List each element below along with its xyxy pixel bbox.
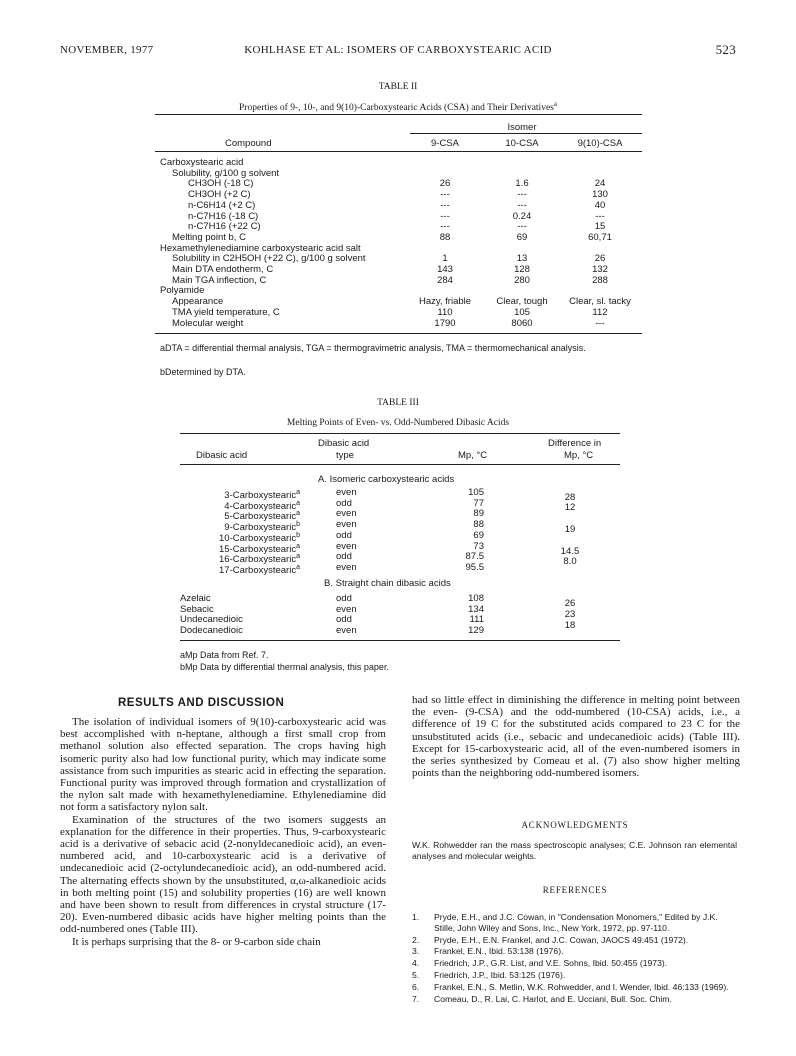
reference-number: 7.	[412, 993, 420, 1004]
table2-cell: Clear, tough	[496, 296, 548, 308]
reference-text: Friedrich, J.P., G.R. List, and V.E. Sohns, Ibid. 50:455 (1973).	[434, 958, 668, 969]
reference-text: Friedrich, J.P., Ibid. 53:125 (1976).	[434, 969, 566, 980]
table3-diff: 18	[564, 620, 576, 631]
table3-row-mp: 111	[469, 614, 484, 626]
table3-col-type-2: type	[336, 450, 354, 461]
table2-cell: ---	[517, 189, 527, 201]
results-paragraph-4: had so little effect in diminishing the difference in melting point between the even- (9-CSA) and the odd-numbered (10-CSA) acids, i.e., a difference of 19 C for the substituted acids compared to 23 C for the unsubstituted acids (i.e., sebacic and undecanedioic acids) (Table III). Except for 15-carboxystearic acid, all of the even-numbered isomers in the series synthesized by Comeau et al. (7) also show higher melting points than the neighboring odd-numbered isomers.	[412, 694, 740, 780]
table2-row-label: Solubility, g/100 g solvent	[172, 167, 280, 179]
running-title: KOHLHASE ET AL: ISOMERS OF CARBOXYSTEARIC ACID	[244, 44, 552, 56]
reference-item	[412, 994, 740, 1005]
results-paragraph-1: The isolation of individual isomers of 9(10)-carboxystearic acid was best accomplished with n-heptane, although a first small crop from methanol solution also effected separation. The crops having high isomeric purity also had low functional purity, which may indicate some assistance from such impurities as stearic acid in effecting the separation. Functional purity was improved through formation and crystallization of the nylon salt made with hexamethylenediamine. Ethylenediamine did not form a satisfactory nylon salt.	[60, 716, 386, 814]
table2-cell: 1	[442, 253, 448, 265]
table3-row-type: odd	[336, 614, 352, 626]
table3-row-type: even	[336, 519, 357, 531]
table3-row-mp: 77	[473, 497, 484, 509]
table3-section-b: B. Straight chain dibasic acids	[324, 578, 451, 589]
table3-row-mp: 129	[468, 625, 484, 637]
table2-cell: 284	[437, 274, 453, 286]
results-paragraph-3: It is perhaps surprising that the 8- or 9-carbon side chain	[72, 935, 321, 948]
table2-cell: 288	[592, 274, 608, 286]
table3-row-type: even	[336, 487, 357, 498]
table2-cell: 132	[592, 264, 608, 275]
running-date: NOVEMBER, 1977	[60, 44, 154, 56]
table3-col-type-1: Dibasic acid	[318, 438, 370, 449]
table3-row-acid: 9-Carboxystearic$^b$	[224, 521, 300, 534]
table2-cell: 110	[437, 306, 453, 318]
table2-cell: 0.24	[512, 210, 532, 222]
table3-diff: 19	[564, 524, 576, 535]
table2-row-label: Melting point b, C	[172, 231, 246, 243]
table3-row-acid: 10-Carboxystearic$^b$	[219, 531, 300, 544]
table2-caption: Properties of 9-, 10-, and 9(10)-Carboxystearic Acids (CSA) and Their Derivatives$^a$	[239, 100, 557, 114]
table2-cell: 280	[514, 274, 530, 286]
table3-footnote-a: aMp Data from Ref. 7.	[180, 650, 269, 660]
table3-row-mp: 108	[468, 593, 484, 604]
reference-item	[412, 912, 740, 934]
table3-rule-head	[180, 464, 620, 465]
reference-item	[412, 946, 740, 957]
table3-row-type: odd	[336, 593, 352, 604]
acknowledgments-text: W.K. Rohwedder ran the mass spectroscopic analyses; C.E. Johnson ran elemental analyses and molecular weights.	[412, 840, 737, 861]
table2-col-9csa: 9-CSA	[431, 138, 459, 149]
table3-row-type: even	[336, 603, 357, 615]
table3-col-mp: Mp, °C	[458, 450, 488, 461]
table2-row-label: Main TGA inflection, C	[172, 274, 267, 286]
reference-item	[412, 958, 740, 969]
table2-footnote-a: aDTA = differential thermal analysis, TGA = thermogravimetric analysis, TMA = thermomechanical analysis.	[160, 343, 586, 353]
reference-text: Frankel, E.N., S. Metlin, W.K. Rohwedder, and I. Wender, Ibid. 46:133 (1969).	[434, 981, 729, 992]
table3-row-type: even	[336, 561, 357, 573]
table3-section-a: A. Isomeric carboxystearic acids	[318, 474, 455, 485]
table2-row-label: n-C6H14 (+2 C)	[188, 199, 256, 211]
table3-row-type: even	[336, 625, 357, 637]
table3-diff: 28	[564, 492, 576, 503]
right-column	[412, 694, 740, 779]
table3-row-type: odd	[336, 497, 352, 509]
table2-row-label: CH3OH (+2 C)	[188, 189, 251, 201]
table2-cell: 1.6	[515, 178, 529, 190]
table2-row-label: Polyamide	[160, 285, 205, 297]
reference-text: Frankel, E.N., Ibid. 53:138 (1976).	[434, 946, 564, 957]
table2-cell: 26	[439, 178, 451, 190]
table3-diff: 23	[564, 609, 576, 620]
table2-cell: Clear, sl. tacky	[569, 296, 631, 308]
table2-row-label: CH3OH (-18 C)	[188, 178, 254, 190]
table2-row-label: n-C7H16 (+22 C)	[188, 221, 261, 233]
table3-diff: 12	[564, 502, 576, 513]
table2-rule-head	[155, 151, 642, 152]
table3-row-acid: 4-Carboxystearic$^a$	[224, 499, 300, 512]
reference-item	[412, 935, 740, 946]
table3-row-type: odd	[336, 529, 352, 541]
table2-cell: 60,71	[588, 231, 612, 243]
table3-col-diff-2: Mp, °C	[564, 450, 594, 461]
table3-row-acid: Undecanedioic	[180, 614, 243, 626]
table2-isomer-head: Isomer	[507, 122, 537, 133]
table2-cell: 26	[594, 253, 606, 265]
table3-row-acid: Sebacic	[180, 603, 214, 615]
table3-col-diff-1: Difference in	[548, 438, 602, 449]
table2-row-label: Appearance	[172, 296, 224, 308]
table3-row-mp: 88	[473, 519, 484, 531]
table3-row-type: even	[336, 508, 357, 520]
table2-row-label: n-C7H16 (-18 C)	[188, 210, 259, 222]
acknowledgments-heading: ACKNOWLEDGMENTS	[521, 820, 629, 830]
table2-row-label: Solubility in C2H5OH (+22 C), g/100 g solvent	[172, 253, 366, 265]
table2-cell: ---	[517, 221, 527, 233]
table3-row-mp: 134	[468, 603, 484, 615]
table3-diff: 26	[564, 598, 576, 609]
table2-cell: 13	[516, 253, 528, 265]
table2-col-910csa: 9(10)-CSA	[577, 138, 623, 149]
table2-cell: ---	[440, 210, 450, 222]
table2-cell: ---	[440, 221, 450, 233]
table2-cell: 8060	[511, 317, 533, 329]
left-column	[60, 716, 386, 948]
table3-row-acid: 3-Carboxystearic$^a$	[224, 489, 300, 502]
reference-item	[412, 982, 740, 993]
table2-col-compound: Compound	[225, 138, 272, 149]
table2-cell: 1790	[434, 317, 456, 329]
table3-footnote-b: bMp Data by differential thermal analysis, this paper.	[180, 662, 389, 672]
reference-number: 1.	[412, 912, 420, 922]
table3-row-acid: Dodecanedioic	[180, 625, 243, 637]
table3-label: TABLE III	[377, 398, 419, 408]
table2-cell: ---	[595, 317, 605, 329]
reference-text: Pryde, E.H., and J.C. Cowan, in "Condensation Monomers," Edited by J.K. Stille, John Wiley and Sons, Inc., New York, 1972, pp. 97-110.	[434, 912, 718, 933]
table2-row-label: Carboxystearic acid	[160, 157, 244, 168]
table3-row-acid: 15-Carboxystearic$^a$	[219, 542, 300, 555]
table3-row-acid: Azelaic	[180, 593, 211, 604]
table2-cell: Hazy, friable	[418, 296, 472, 308]
table2-footnote-b: bDetermined by DTA.	[160, 367, 246, 377]
reference-number: 5.	[412, 969, 420, 980]
table3-col-acid: Dibasic acid	[196, 450, 248, 461]
table3-row-mp: 95.5	[465, 561, 484, 573]
table3-row-acid: 17-Carboxystearic$^a$	[219, 563, 300, 577]
table3-row-mp: 87.5	[465, 551, 484, 563]
reference-text: Pryde, E.H., E.N. Frankel, and J.C. Cowan, JAOCS 49:451 (1972).	[434, 934, 689, 945]
table3-rule-bottom	[180, 640, 620, 641]
table2-cell: ---	[440, 199, 450, 211]
reference-text: Comeau, D., R. Lai, C. Harlot, and E. Ucciani, Bull. Soc. Chim.	[434, 993, 672, 1004]
table3-caption: Melting Points of Even- vs. Odd-Numbered Dibasic Acids	[286, 418, 510, 428]
table2-rule-bottom	[155, 333, 642, 334]
page-number: 523	[715, 42, 736, 57]
reference-item	[412, 970, 740, 981]
table3-row-mp: 73	[473, 540, 484, 552]
table2-row-label: Molecular weight	[172, 317, 244, 329]
table2-cell: ---	[595, 210, 605, 222]
section-heading-results: RESULTS AND DISCUSSION	[118, 697, 285, 709]
table2-isomer-rule	[410, 133, 642, 134]
table3-row-type: even	[336, 540, 357, 552]
reference-number: 6.	[412, 981, 420, 992]
table3-row-mp: 89	[473, 508, 484, 520]
table2-col-10csa: 10-CSA	[505, 138, 539, 149]
table3-row-acid: 16-Carboxystearic$^a$	[219, 553, 300, 566]
table2-cell: 128	[514, 264, 530, 275]
table2-cell: ---	[517, 199, 527, 211]
references-heading: REFERENCES	[542, 885, 608, 895]
table2-cell: 24	[594, 178, 606, 190]
reference-number: 3.	[412, 946, 420, 957]
table2-cell: ---	[440, 189, 450, 201]
table3-row-mp: 69	[473, 529, 484, 541]
table2-row-label: Main DTA endotherm, C	[172, 264, 274, 275]
table2-cell: 112	[592, 306, 608, 318]
table3-rule-top	[180, 433, 620, 434]
references-list	[412, 912, 740, 1005]
table2-cell: 130	[592, 189, 608, 201]
results-paragraph-2: Examination of the structures of the two isomers suggests an explanation for the difference in their properties. Thus, 9-carboxystearic acid is a derivative of sebacic acid (2-nonyldecanedioic acid), an even-numbered acid, and 10-carboxystearic acid is a derivative of undecanedioic acid (2-octylundecanedioic acid), an odd-numbered acid. The alternating effects shown by the unsubstituted, α,ω-alkanedioic acids in both melting point (15) and solubility properties (16) are well known and have been shown to result from differences in crystal structure (17-20). Even-numbered dibasic acids have higher melting points than the odd-numbered ones (Table III).	[60, 813, 386, 936]
table2-cell: 69	[516, 231, 528, 243]
table3-diff: 8.0	[563, 556, 577, 567]
table2-label: TABLE II	[378, 82, 418, 92]
table2-row-label: TMA yield temperature, C	[172, 306, 280, 318]
table3-diff: 14.5	[560, 546, 580, 557]
table2-cell: 143	[437, 264, 453, 275]
table3-row-type: odd	[336, 551, 352, 563]
table2-cell: 88	[439, 231, 451, 243]
table2-cell: 105	[514, 306, 530, 318]
table2-cell: 40	[594, 199, 606, 211]
table2-row-label: Hexamethylenediamine carboxystearic acid salt	[160, 242, 361, 254]
table3-row-mp: 105	[468, 487, 484, 498]
reference-number: 4.	[412, 958, 420, 969]
reference-number: 2.	[412, 934, 420, 945]
table2-cell: 15	[594, 221, 606, 233]
table3-row-acid: 5-Carboxystearic$^a$	[224, 510, 300, 523]
